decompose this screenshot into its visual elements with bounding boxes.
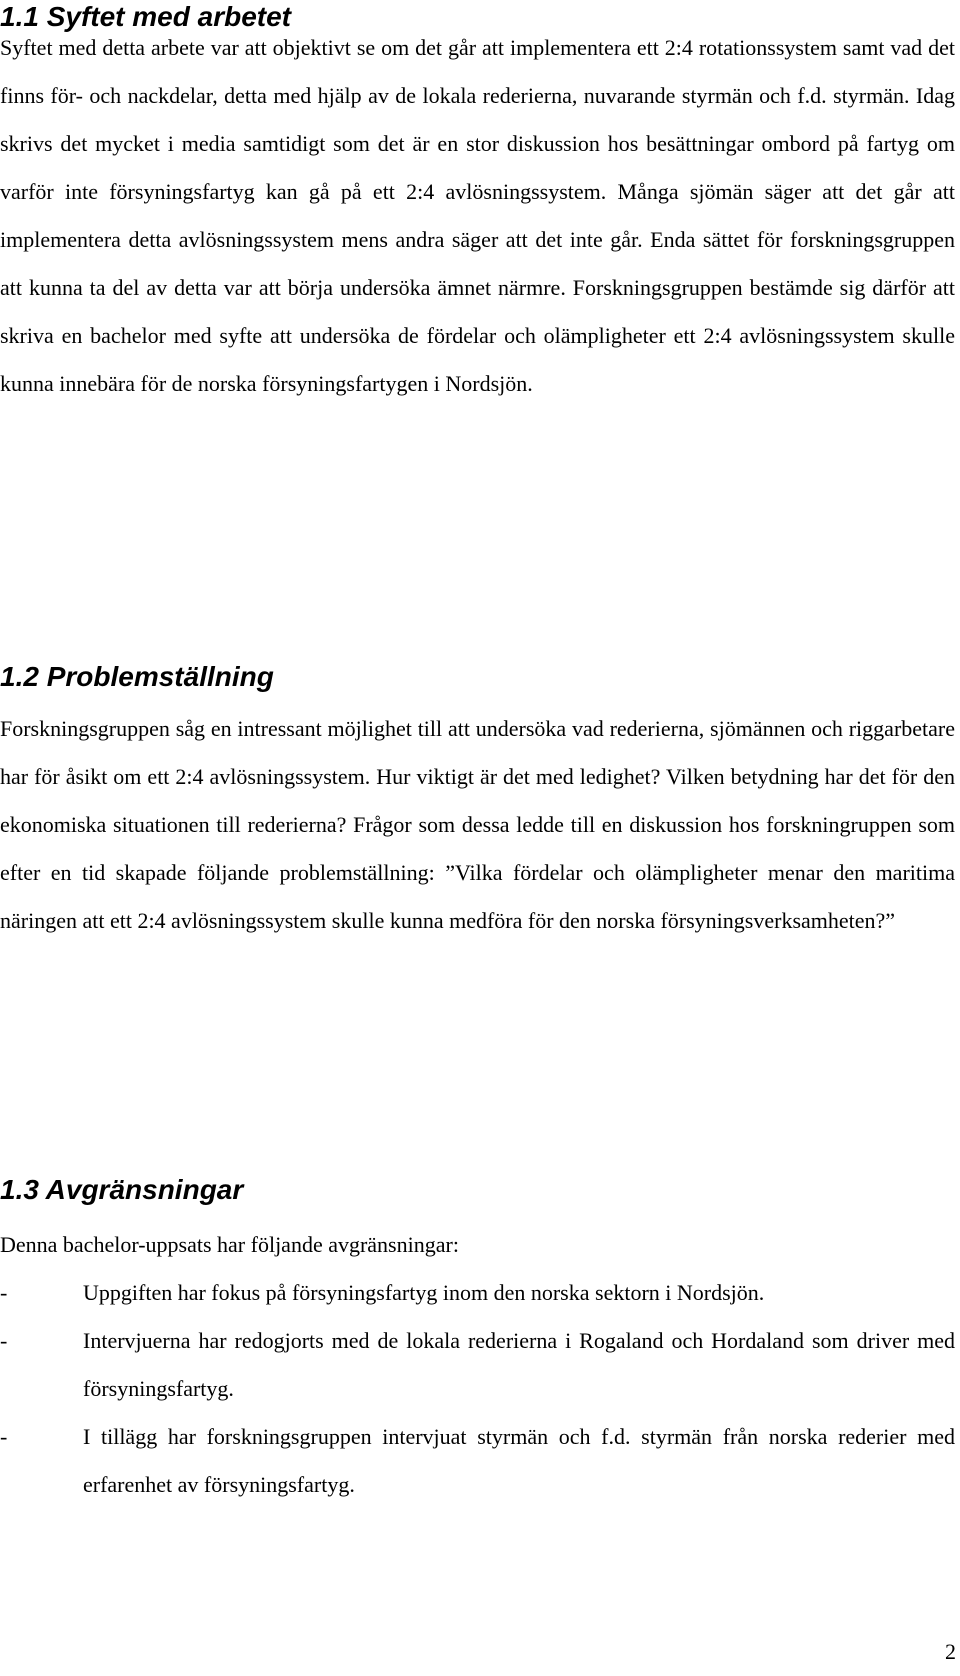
list-item — [0, 1269, 955, 1317]
section-paragraph-problemstallning: Forskningsgruppen såg en intressant möjlighet till att undersöka vad rederierna, sjömännen och riggarbetare har för åsikt om ett 2:4 avlösningssystem. Hur viktigt är det med ledighet? Vilken betydning har det för den ekonomiska situationen till rederierna? Frågor som dessa ledde till en diskussion hos forskningruppen som efter en tid skapade följande problemställning: ”Vilka fördelar och olämpligheter menar den maritima näringen att ett 2:4 avlösningssystem skulle kunna medföra för den norska försyningsverksamheten?” — [0, 716, 955, 933]
list-dash-marker: - — [0, 1328, 8, 1353]
list-item — [0, 1317, 955, 1413]
list-item-text: Intervjuerna har redogjorts med de lokala rederierna i Rogaland och Hordaland som driver med försyningsfartyg. — [83, 1328, 955, 1401]
list-item — [0, 1413, 955, 1509]
delimitations-list — [0, 1269, 955, 1509]
section-heading-syftet: 1.1 Syftet med arbetet — [0, 1, 291, 32]
list-dash-marker: - — [0, 1424, 8, 1449]
section-heading-problemstallning: 1.2 Problemställning — [0, 661, 274, 692]
page-number: 2 — [945, 1639, 956, 1664]
section-paragraph-avgransningar: Denna bachelor-uppsats har följande avgränsningar: — [0, 1232, 459, 1257]
list-dash-marker: - — [0, 1280, 8, 1305]
list-item-text: Uppgiften har fokus på försyningsfartyg inom den norska sektorn i Nordsjön. — [83, 1280, 765, 1305]
section-paragraph-syftet: Syftet med detta arbete var att objektivt se om det går att implementera ett 2:4 rotationssystem samt vad det finns för- och nackdelar, detta med hjälp av de lokala rederierna, nuvarande styrmän och f.d. styrmän. Idag skrivs det mycket i media samtidigt som det är en stor diskussion hos besättningar ombord på fartyg om varför inte försyningsfartyg kan gå på ett 2:4 avlösningssystem. Många sjömän säger att det går att implementera detta avlösningssystem mens andra säger att det inte går. Enda sättet för forskningsgruppen att kunna ta del av detta var att börja undersöka ämnet närmre. Forskningsgruppen bestämde sig därför att skriva en bachelor med syfte att undersöka de fördelar och olämpligheter ett 2:4 avlösningssystem skulle kunna innebära för de norska försyningsfartygen i Nordsjön. — [0, 35, 955, 396]
list-item-text: I tillägg har forskningsgruppen intervjuat styrmän och f.d. styrmän från norska rederier med erfarenhet av försyningsfartyg. — [83, 1424, 955, 1497]
section-heading-avgransningar: 1.3 Avgränsningar — [0, 1174, 244, 1205]
